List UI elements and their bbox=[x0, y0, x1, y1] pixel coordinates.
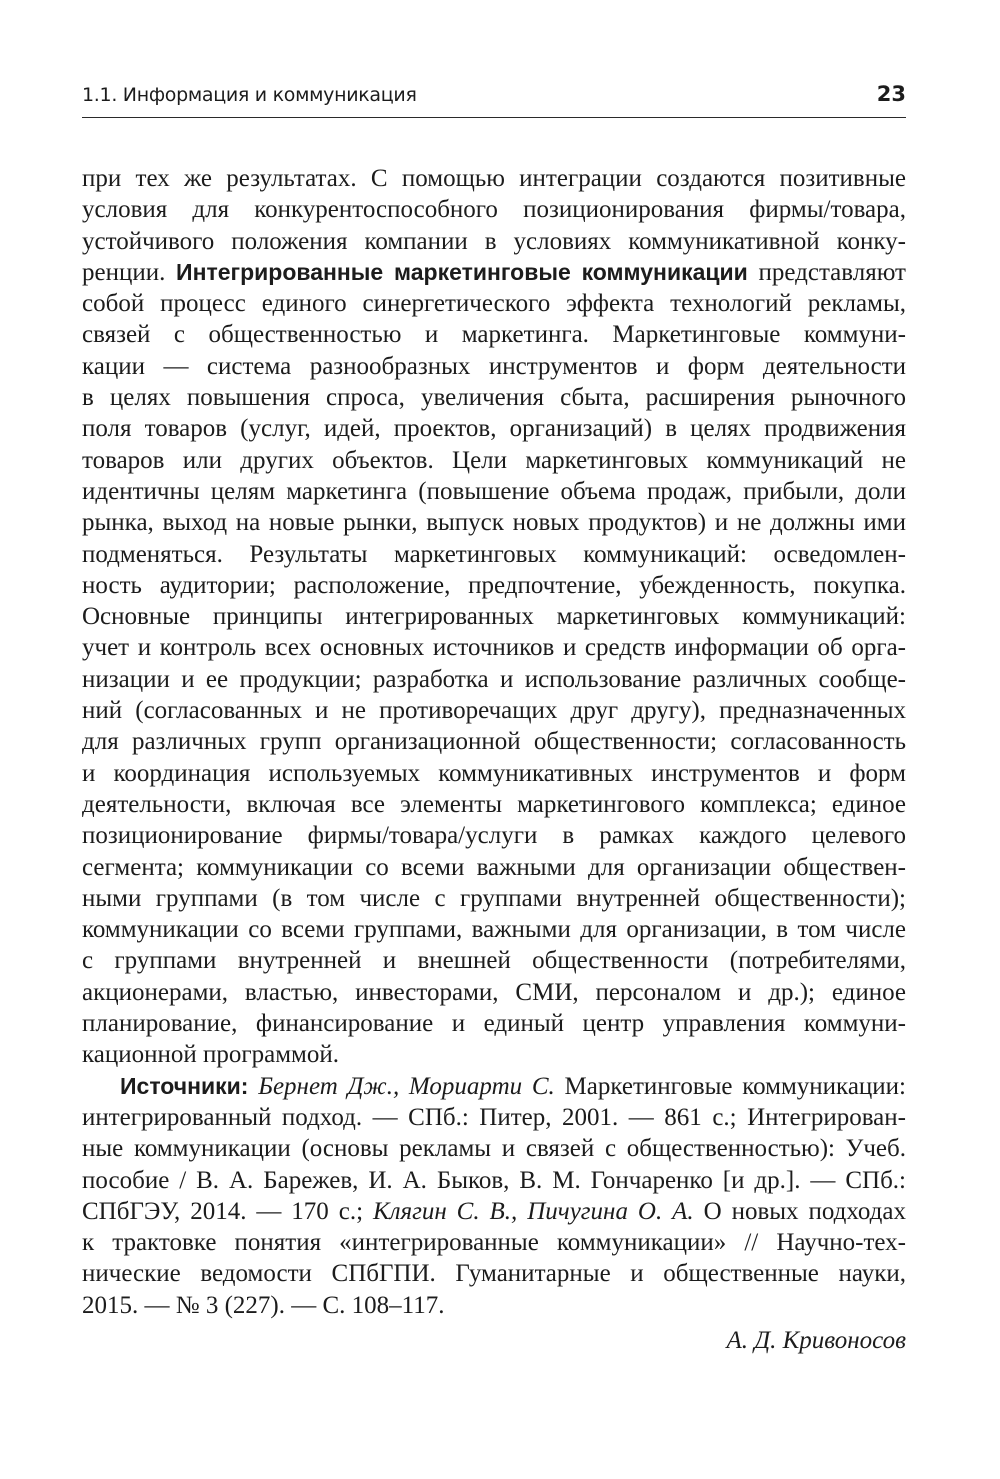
text-line: кационной программой. bbox=[82, 1041, 340, 1069]
text-line: устойчивого положения компании в условиях коммуникативной конку- bbox=[82, 227, 906, 255]
text-line: рынка, выход на новые рынки, выпуск новых продуктов) и не должны ими bbox=[82, 509, 906, 537]
sources-paragraph bbox=[82, 1071, 906, 1321]
author-signature: А. Д. Кривоносов bbox=[726, 1326, 906, 1354]
text-line: для различных групп организационной общественности; согласованность bbox=[82, 728, 906, 756]
text-line: ний (согласованных и не противоречащих друг другу), предназначенных bbox=[82, 697, 906, 725]
text-line: ные коммуникации (основы рекламы и связей с общественностью): Учеб. bbox=[82, 1135, 906, 1163]
text-line: поля товаров (услуг, идей, проектов, организаций) в целях продвижения bbox=[82, 415, 906, 443]
text-line: ность аудитории; расположение, предпочтение, убежденность, покупка. bbox=[82, 571, 906, 599]
text-line: планирование, финансирование и единый центр управления коммуни- bbox=[82, 1010, 906, 1038]
text-line: условия для конкурентоспособного позиционирования фирмы/товара, bbox=[82, 196, 906, 224]
text-line: акционерами, властью, инвесторами, СМИ, персоналом и др.); единое bbox=[82, 978, 906, 1006]
text-line: при тех же результатах. С помощью интеграции создаются позитивные bbox=[82, 165, 906, 192]
text-line: кации — система разнообразных инструментов и форм деятельности bbox=[82, 352, 906, 380]
source-authors: Клягин С. В., Пичугина О. А. bbox=[372, 1197, 694, 1225]
section-title: 1.1. Информация и коммуникация bbox=[82, 84, 417, 106]
text-line: деятельности, включая все элементы маркетингового комплекса; единое bbox=[82, 790, 906, 818]
text-line: ными группами (в том числе с группами внутренней общественности); bbox=[82, 884, 906, 912]
source-authors: Бернет Дж., Мориарти С. bbox=[258, 1072, 555, 1100]
sources-label: Источники: bbox=[120, 1072, 249, 1099]
text-line: 2015. — № 3 (227). — С. 108–117. bbox=[82, 1291, 445, 1319]
text-line: позиционирование фирмы/товара/услуги в рамках каждого целевого bbox=[82, 822, 906, 850]
text-line: Основные принципы интегрированных маркетинговых коммуникаций: bbox=[82, 603, 906, 631]
text-line: Источники: Бернет Дж., Мориарти С. Маркетинговые коммуникации: bbox=[120, 1072, 907, 1100]
main-paragraph bbox=[82, 163, 906, 1071]
text-line: учет и контроль всех основных источников и средств информации об орга- bbox=[82, 634, 906, 662]
text-line: в целях повышения спроса, увеличения сбыта, расширения рыночного bbox=[82, 384, 906, 412]
text-line: ренции. Интегрированные маркетинговые коммуникации представляют bbox=[82, 258, 906, 286]
text-line: низации и ее продукции; разработка и использование различных сообще- bbox=[82, 665, 906, 693]
text-line: сегмента; коммуникации со всеми важными для организации обществен- bbox=[82, 853, 906, 881]
term-bold: Интегрированные маркетинговые коммуникации bbox=[176, 258, 748, 285]
text-line: коммуникации со всеми группами, важными для организации, в том числе bbox=[82, 916, 906, 944]
text-line: нические ведомости СПбГПИ. Гуманитарные и общественные науки, bbox=[82, 1260, 906, 1288]
text-line: связей с общественностью и маркетинга. Маркетинговые коммуни- bbox=[82, 321, 906, 349]
article-body bbox=[82, 163, 906, 1356]
text-line: СПбГЭУ, 2014. — 170 с.; Клягин С. В., Пичугина О. А. О новых подходах bbox=[82, 1197, 906, 1225]
text-line: подменяться. Результаты маркетинговых коммуникаций: осведомлен- bbox=[82, 540, 906, 568]
text-line: товаров или других объектов. Цели маркетинговых коммуникаций не bbox=[82, 446, 906, 474]
text-line: интегрированный подход. — СПб.: Питер, 2001. — 861 с.; Интегрирован- bbox=[82, 1103, 906, 1131]
text-line: пособие / В. А. Барежев, И. А. Быков, В. М. Гончаренко [и др.]. — СПб.: bbox=[82, 1166, 906, 1194]
text-line: собой процесс единого синергетического эффекта технологий рекламы, bbox=[82, 290, 906, 318]
text-line: к трактовке понятия «интегрированные коммуникации» // Научно-тех- bbox=[82, 1229, 906, 1257]
page-number: 23 bbox=[876, 82, 906, 106]
text-line: идентичны целям маркетинга (повышение объема продаж, прибыли, доли bbox=[82, 477, 906, 505]
text-line: и координация используемых коммуникативных инструментов и форм bbox=[82, 759, 906, 787]
text-line: с группами внутренней и внешней общественности (потребителями, bbox=[82, 947, 906, 975]
header-rule bbox=[82, 117, 906, 118]
